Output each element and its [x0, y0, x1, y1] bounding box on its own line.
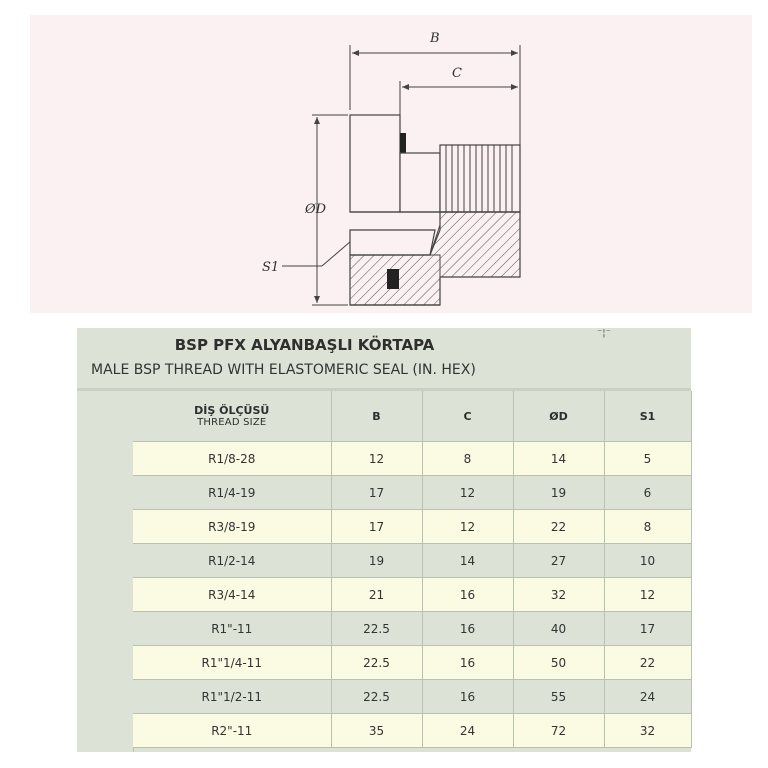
cell-od: 14	[513, 442, 604, 476]
cell-thread: R1/4-19	[133, 476, 331, 510]
header-s1: S1	[604, 391, 691, 442]
table-row	[133, 612, 691, 646]
cell-c: 12	[422, 510, 513, 544]
cell-od: 22	[513, 510, 604, 544]
cell-b: 22.5	[331, 612, 422, 646]
cell-thread: R1"-11	[133, 612, 331, 646]
cell-thread: R2"-11	[133, 714, 331, 748]
table-row	[133, 680, 691, 714]
cell-b: 19	[331, 544, 422, 578]
dimension-b-label: B	[430, 31, 440, 46]
cell-b: 35	[331, 714, 422, 748]
table-row	[133, 442, 691, 476]
cell-s1: 17	[604, 612, 691, 646]
cell-s1: 5	[604, 442, 691, 476]
cell-od: 40	[513, 612, 604, 646]
cell-od: 27	[513, 544, 604, 578]
header-thread-size-tr: DİŞ ÖLÇÜSÜ	[194, 404, 270, 417]
cell-thread: R1/2-14	[133, 544, 331, 578]
cell-c: 16	[422, 646, 513, 680]
section-hatch	[350, 212, 520, 305]
plug-cross-section-drawing	[30, 15, 752, 313]
cell-od: 55	[513, 680, 604, 714]
corner-mark: ⁻¦⁻	[597, 328, 611, 339]
cell-s1: 32	[604, 714, 691, 748]
cell-c: 16	[422, 578, 513, 612]
table-row	[133, 476, 691, 510]
header-thread-size	[133, 391, 331, 442]
cell-thread: R1"1/4-11	[133, 646, 331, 680]
dimension-od-label: ØD	[305, 202, 327, 217]
table-title: BSP PFX ALYANBAŞLI KÖRTAPA	[174, 336, 435, 354]
header-thread-size-en: THREAD SIZE	[197, 417, 267, 428]
cell-c: 14	[422, 544, 513, 578]
cell-c: 12	[422, 476, 513, 510]
cell-od: 72	[513, 714, 604, 748]
cell-s1: 6	[604, 476, 691, 510]
cell-od: 32	[513, 578, 604, 612]
cell-b: 12	[331, 442, 422, 476]
table-subtitle: MALE BSP THREAD WITH ELASTOMERIC SEAL (IN. HEX)	[91, 362, 476, 378]
table-row	[133, 544, 691, 578]
left-margin-column	[77, 391, 134, 752]
cell-b: 17	[331, 510, 422, 544]
cell-s1: 24	[604, 680, 691, 714]
header-od: ØD	[513, 391, 604, 442]
seal-lower	[387, 269, 399, 289]
cell-s1: 8	[604, 510, 691, 544]
cell-c: 16	[422, 680, 513, 714]
cell-thread: R3/8-19	[133, 510, 331, 544]
cell-od: 19	[513, 476, 604, 510]
cell-thread: R1"1/2-11	[133, 680, 331, 714]
cell-s1: 10	[604, 544, 691, 578]
table-row	[133, 510, 691, 544]
dimension-s1-label: S1	[262, 260, 280, 275]
cell-thread: R3/4-14	[133, 578, 331, 612]
cell-b: 17	[331, 476, 422, 510]
cell-c: 8	[422, 442, 513, 476]
seal-upper	[400, 133, 406, 153]
hex-socket-section	[350, 230, 435, 255]
cell-s1: 12	[604, 578, 691, 612]
cell-thread: R1/8-28	[133, 442, 331, 476]
cell-c: 16	[422, 612, 513, 646]
table-header-row	[133, 391, 691, 442]
dimensions-table	[133, 391, 692, 748]
technical-drawing	[30, 15, 752, 313]
table-row	[133, 714, 691, 748]
cell-b: 22.5	[331, 646, 422, 680]
cell-od: 50	[513, 646, 604, 680]
cell-s1: 22	[604, 646, 691, 680]
cell-c: 24	[422, 714, 513, 748]
header-c: C	[422, 391, 513, 442]
table-row	[133, 578, 691, 612]
spec-table-panel	[77, 328, 691, 752]
table-row	[133, 646, 691, 680]
header-b: B	[331, 391, 422, 442]
cell-b: 22.5	[331, 680, 422, 714]
hex-head-outline	[350, 115, 400, 212]
dimension-c-label: C	[452, 66, 462, 81]
cell-b: 21	[331, 578, 422, 612]
